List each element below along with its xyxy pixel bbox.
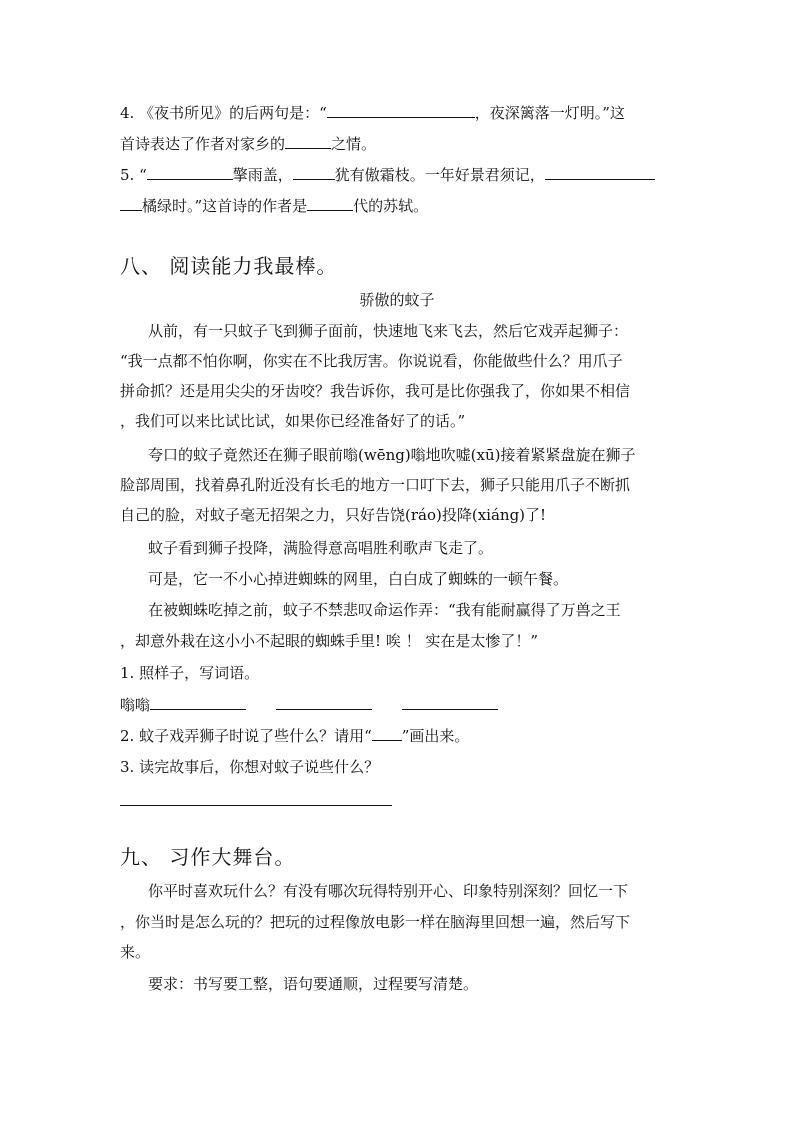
q4-text-b: ，夜深篱落一灯明。”这 (474, 104, 625, 122)
reading-question-2 (120, 724, 680, 747)
q1-blank-3[interactable] (402, 693, 498, 710)
writing-p1-line-1: 你平时喜欢玩什么？有没有哪次玩得特别开心、印象特别深刻？回忆一下 (148, 882, 629, 900)
q4-text-d: 之情。 (331, 135, 377, 153)
story-p1-line-3: 拼命抓？还是用尖尖的牙齿咬？我告诉你，我可是比你强我了，你如果不相信 (120, 382, 631, 400)
section-9-heading: 九、 习作大舞台。 (120, 845, 296, 869)
question-4-line-2 (120, 132, 680, 155)
q1-blank-2[interactable] (276, 693, 372, 710)
q5-blank-2[interactable] (293, 163, 335, 180)
reading-question-3: 3. 读完故事后，你想对蚊子说些什么？ (120, 758, 380, 776)
reading-question-1-answers (120, 693, 680, 716)
q5-blank-3-cont[interactable] (120, 194, 142, 211)
story-p3: 蚊子看到狮子投降，满脸得意高唱胜利歌声飞走了。 (148, 539, 494, 557)
question-5-line-1 (120, 163, 680, 186)
q1-example-word: 嗡嗡 (120, 696, 151, 714)
q3-answer-line[interactable] (120, 805, 392, 806)
writing-p1-line-3: 来。 (120, 943, 151, 961)
story-p5-line-2: ，却意外栽在这小小不起眼的蜘蛛手里! 唉 ！ 实在是太惨了！” (120, 632, 539, 650)
q4-text-c: 首诗表达了作者对家乡的 (120, 135, 286, 153)
q4-text-a: 4. 《夜书所见》的后两句是：“ (120, 104, 327, 122)
section-8-heading: 八、 阅读能力我最棒。 (120, 254, 338, 278)
q4-blank-2[interactable] (285, 132, 331, 149)
story-p1-line-1: 从前，有一只蚊子飞到狮子面前，快速地飞来飞去，然后它戏弄起狮子： (148, 322, 629, 340)
q5-text-a: 5. “ (120, 166, 147, 184)
q5-blank-1[interactable] (147, 163, 233, 180)
q5-blank-4[interactable] (307, 194, 353, 211)
q5-text-e: 代的苏轼。 (353, 197, 429, 215)
story-p2-line-3: 自己的脸，对蚊子毫无招架之力，只好告饶(ráo)投降(xiáng)了! (120, 506, 547, 524)
q5-text-c: 犹有傲霜枝。一年好景君须记， (334, 166, 545, 184)
q1-blank-1[interactable] (150, 693, 246, 710)
question-5-line-2 (120, 194, 680, 217)
story-p1-line-2: “我一点都不怕你啊，你实在不比我厉害。你说说看，你能做些什么？用爪子 (120, 352, 623, 370)
story-p2-line-1: 夸口的蚊子竟然还在狮子眼前嗡(wēng)嗡地吹嘘(xū)接着紧紧盘旋在狮子 (148, 446, 636, 464)
q5-blank-3[interactable] (545, 163, 655, 180)
story-title: 骄傲的蚊子 (359, 291, 435, 309)
story-p1-line-4: ，我们可以来比试比试，如果你已经准备好了的话。” (120, 412, 466, 430)
story-p2-line-2: 脸部周围，找着鼻孔附近没有长毛的地方一口叮下去，狮子只能用爪子不断抓 (120, 476, 631, 494)
story-p4: 可是，它一不小心掉进蜘蛛的网里，白白成了蜘蛛的一顿午餐。 (148, 570, 569, 588)
writing-requirements: 要求：书写要工整，语句要通顺，过程要写清楚。 (148, 975, 479, 993)
reading-question-1: 1. 照样子，写词语。 (120, 664, 260, 682)
q2-sample-underline (372, 724, 402, 741)
q5-text-d: 橘绿时。”这首诗的作者是 (142, 197, 308, 215)
writing-p1-line-2: ，你当时是怎么玩的？把玩的过程像放电影一样在脑海里回想一遍，然后写下 (120, 913, 631, 931)
question-4-line-1 (120, 101, 680, 124)
q5-text-b: 擎雨盖， (232, 166, 293, 184)
q2-text-a: 2. 蚊子戏弄狮子时说了些什么？请用“ (120, 727, 372, 745)
q4-blank-1[interactable] (327, 101, 475, 118)
q2-text-b: ”画出来。 (401, 727, 470, 745)
story-p5-line-1: 在被蜘蛛吃掉之前，蚊子不禁悲叹命运作弄：“我有能耐赢得了万兽之王 (148, 601, 621, 619)
